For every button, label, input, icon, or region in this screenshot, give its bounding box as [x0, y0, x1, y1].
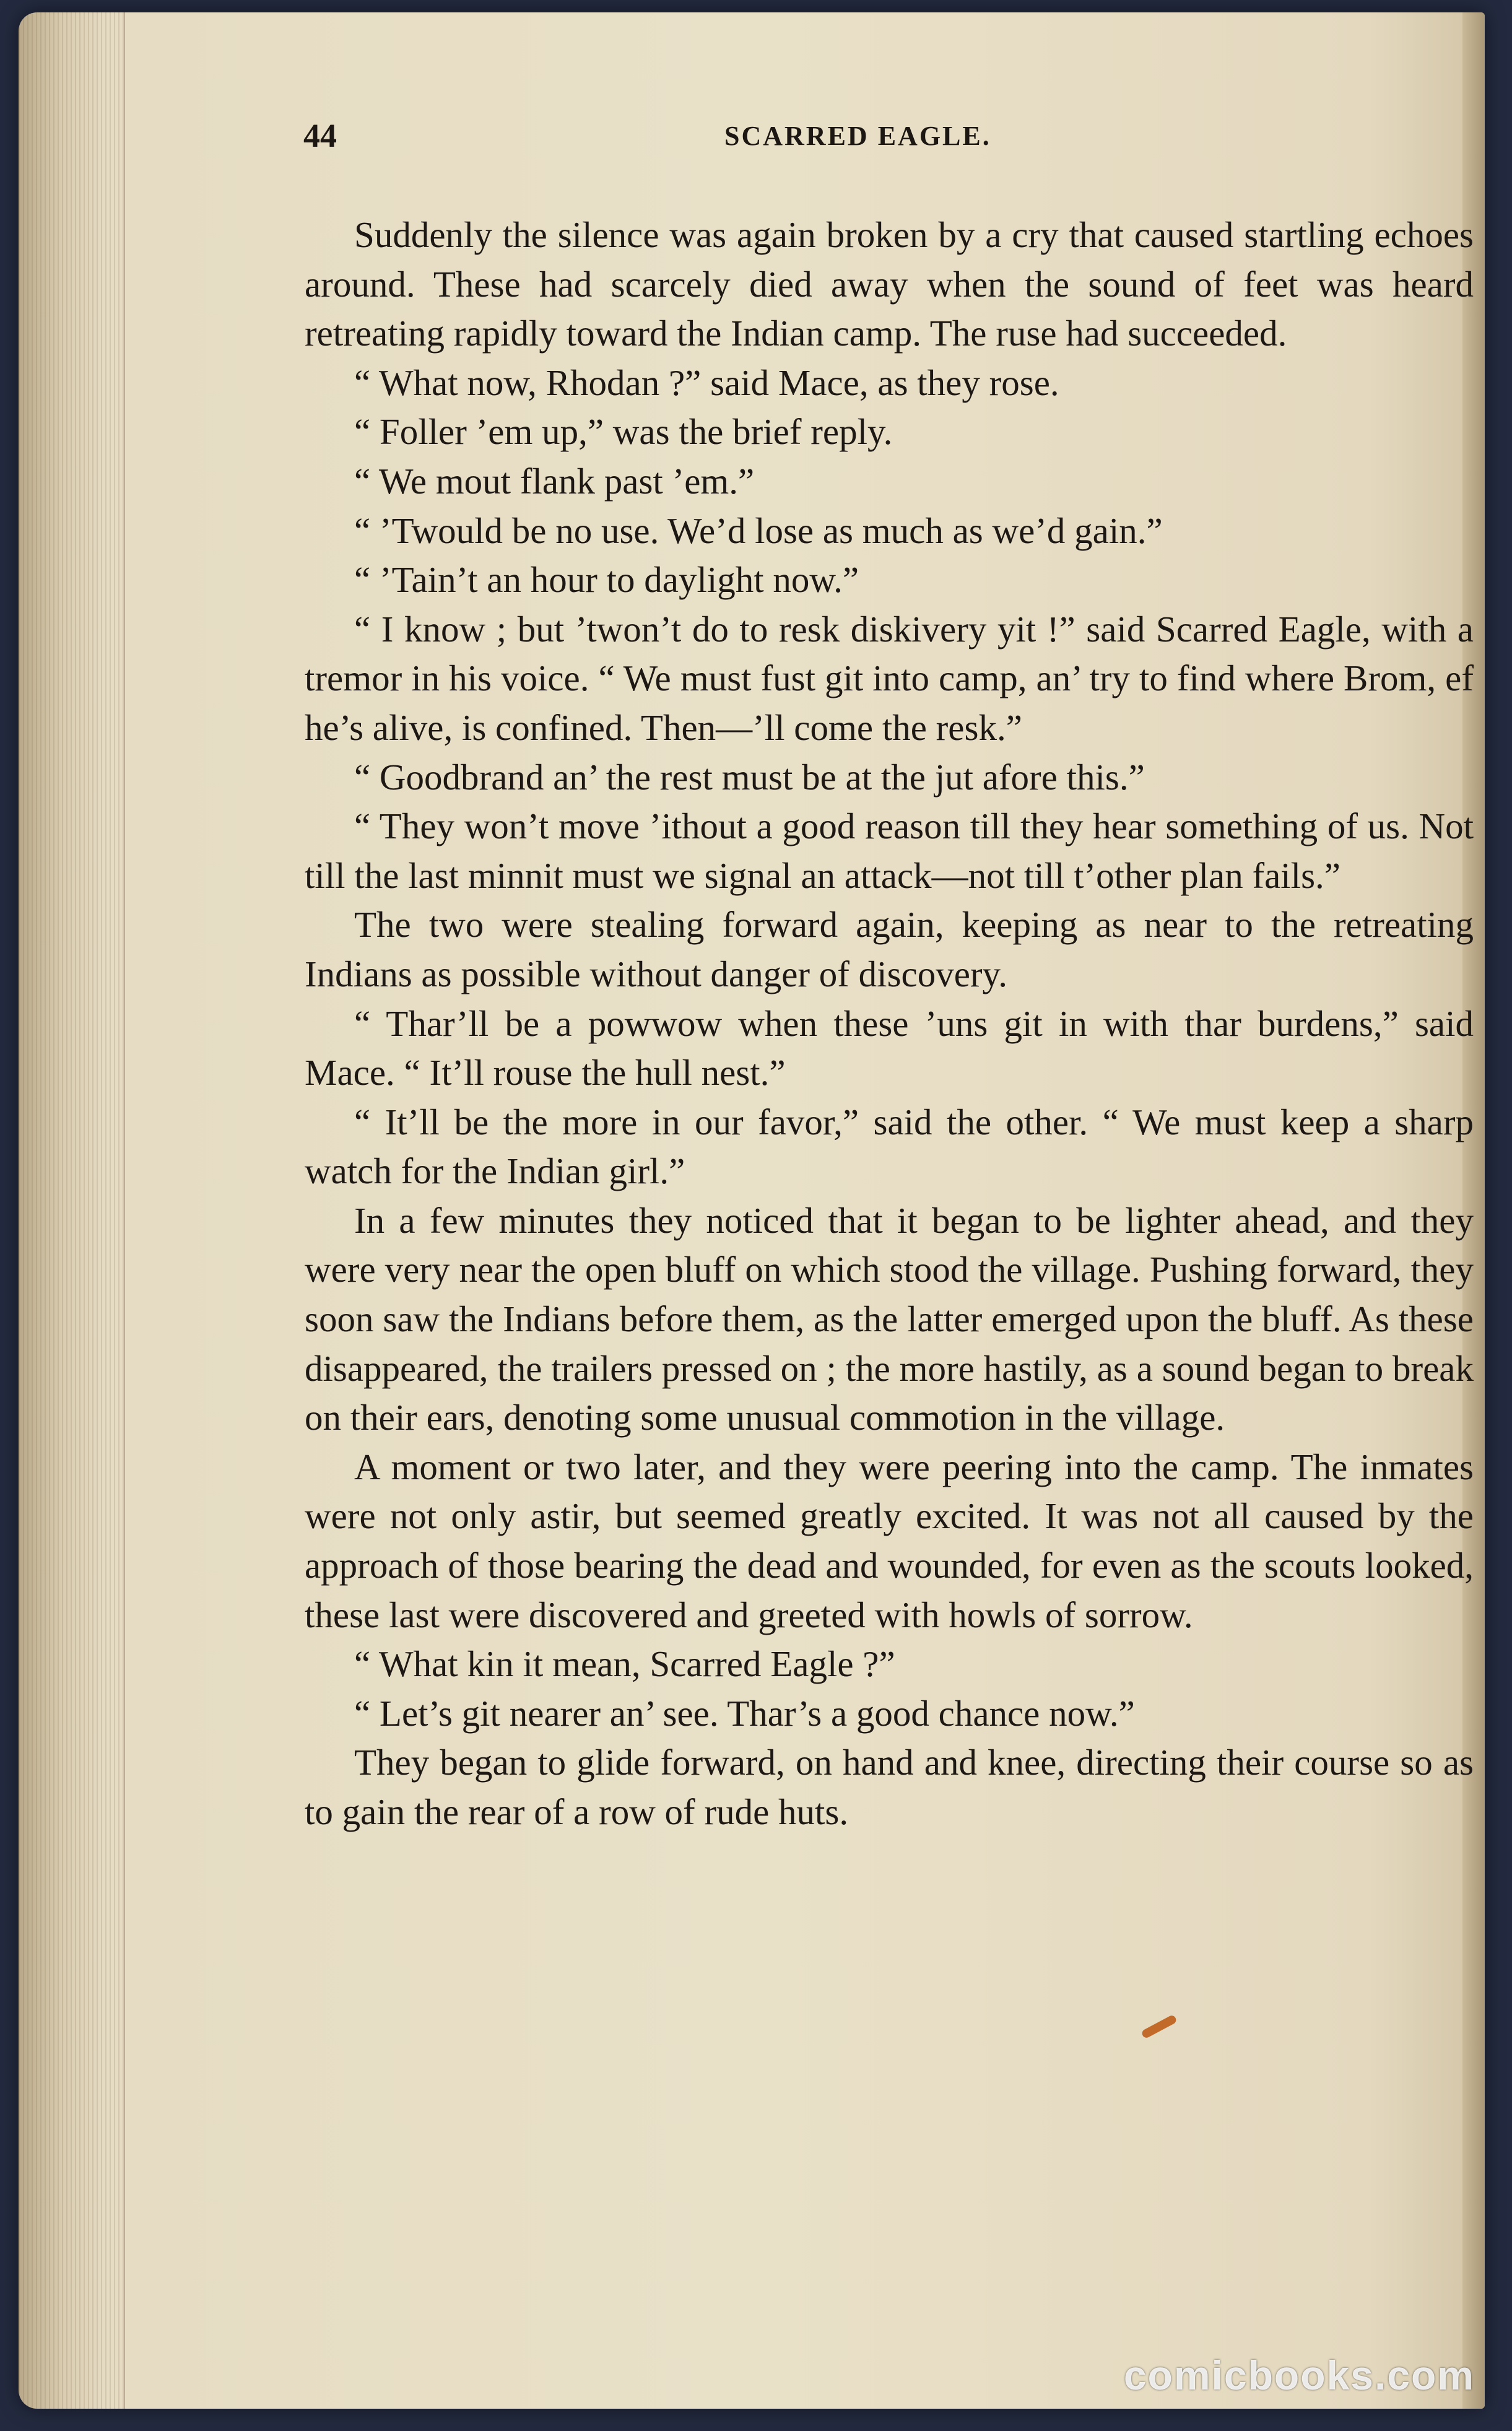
paragraph: “ ’Tain’t an hour to daylight now.”: [354, 559, 859, 601]
paragraph: Suddenly the silence was again broken by a cry that caused startling echoes around. These had scarcely died away when the sound of feet was heard retreating rapidly toward the Indian camp. The ruse had succeeded.: [305, 214, 1474, 354]
ink-mark: [1141, 2014, 1178, 2040]
running-title: SCARRED EAGLE.: [724, 121, 991, 151]
paragraph: “ What now, Rhodan ?” said Mace, as they rose.: [354, 362, 1059, 403]
body-text: [305, 211, 1474, 1837]
paragraph: “ I know ; but ’twon’t do to resk diskivery yit !” said Scarred Eagle, with a tremor in his voice. “ We must fust git into camp, an’ try to find where Brom, ef he’s alive, is confined. Then—’ll come the resk.”: [305, 608, 1474, 748]
paragraph: The two were stealing forward again, keeping as near to the retreating Indians as possible without danger of discovery.: [305, 904, 1474, 994]
paragraph: A moment or two later, and they were peering into the camp. The inmates were not only astir, but seemed greatly excited. It was not all caused by the approach of those bearing the dead and wounded, for even as the scouts looked, these last were discovered and greeted with howls of sorrow.: [305, 1446, 1474, 1635]
paragraph: “ Goodbrand an’ the rest must be at the jut afore this.”: [354, 756, 1145, 798]
watermark: comicbooks.com: [1123, 2352, 1475, 2398]
paragraph: In a few minutes they noticed that it began to be lighter ahead, and they were very near the open bluff on which stood the village. Pushing forward, they soon saw the Indians before them, as the latter emerged upon the bluff. As these disappeared, the trailers pressed on ; the more hastily, as a sound began to break on their ears, denoting some unusual commotion in the village.: [305, 1199, 1474, 1438]
page-edges: [19, 12, 125, 2409]
page-number: 44: [303, 117, 337, 154]
paragraph: They began to glide forward, on hand and knee, directing their course so as to gain the rear of a row of rude huts.: [305, 1742, 1474, 1832]
paragraph: “ Foller ’em up,” was the brief reply.: [354, 411, 893, 453]
page-header: [303, 116, 1467, 160]
book-page: [19, 12, 1485, 2409]
paragraph: “ ’Twould be no use. We’d lose as much as we’d gain.”: [354, 510, 1163, 551]
paragraph: “ Let’s git nearer an’ see. Thar’s a good chance now.”: [354, 1692, 1135, 1734]
paragraph: “ Thar’ll be a powwow when these ’uns git in with thar burdens,” said Mace. “ It’ll rouse the hull nest.”: [305, 1002, 1474, 1094]
paragraph: “ It’ll be the more in our favor,” said the other. “ We must keep a sharp watch for the Indian girl.”: [305, 1101, 1474, 1192]
paragraph: “ What kin it mean, Scarred Eagle ?”: [354, 1643, 895, 1685]
paragraph: “ They won’t move ’ithout a good reason till they hear something of us. Not till the last minnit must we signal an attack—not till t’other plan fails.”: [305, 806, 1474, 896]
paragraph: “ We mout flank past ’em.”: [354, 460, 755, 502]
